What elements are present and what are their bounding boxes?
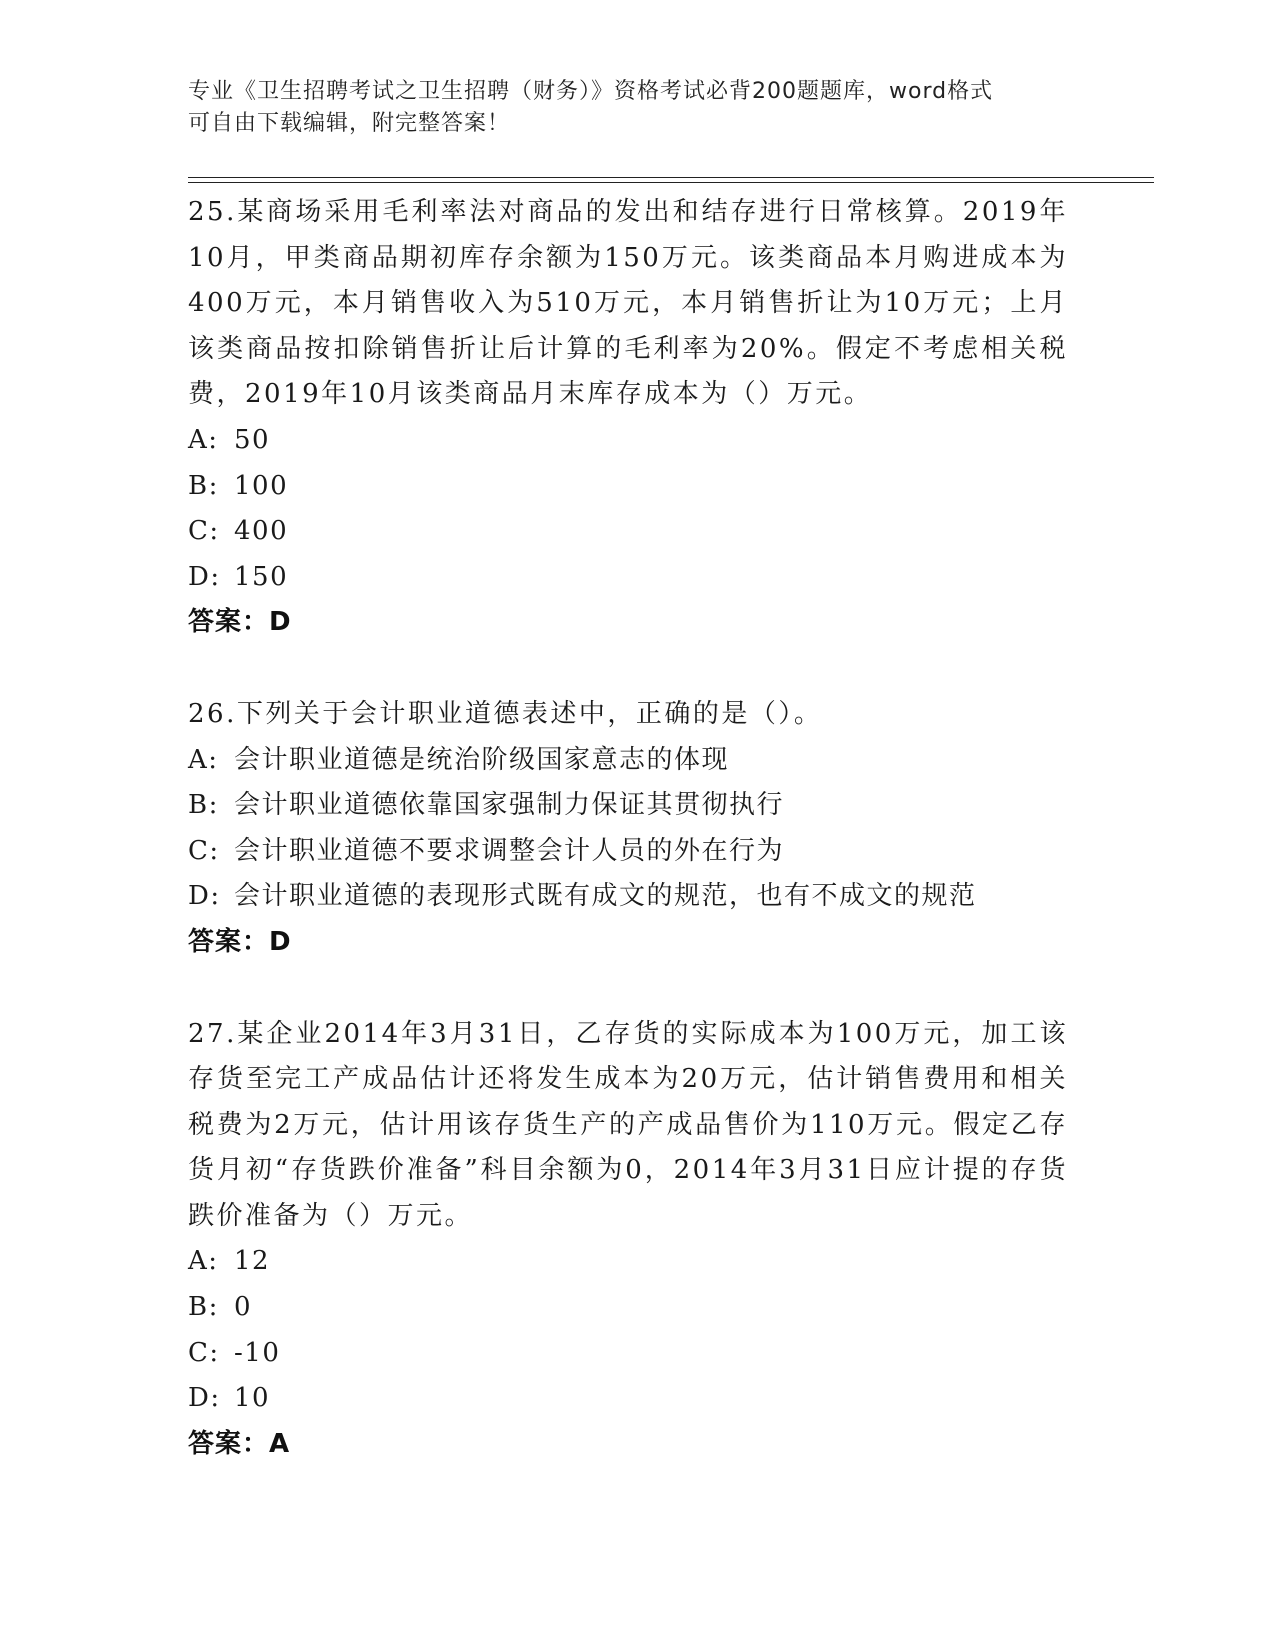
option-text: 会计职业道德依靠国家强制力保证其贯彻执行 <box>234 790 785 821</box>
option-a <box>188 1239 1068 1285</box>
option-c <box>188 1331 1068 1377</box>
question-stem: 27.某企业2014年3月31日，乙存货的实际成本为100万元，加工该存货至完工产成品估计还将发生成本为20万元，估计销售费用和相关税费为2万元，估计用该存货生产的产成品售价为110万元。假定乙存货月初“存货跌价准备”科目余额为0，2014年3月31日应计提的存货跌价准备为（）万元。 <box>188 1018 1068 1231</box>
header-divider-top <box>188 177 1154 178</box>
question-stem: 25.某商场采用毛利率法对商品的发出和结存进行日常核算。2019年10月，甲类商品期初库存余额为150万元。该类商品本月购进成本为400万元，本月销售收入为510万元，本月销售折让为10万元；上月该类商品按扣除销售折让后计算的毛利率为20%。假定不考虑相关税费，2019年10月该类商品月末库存成本为（）万元。 <box>188 197 1068 410</box>
option-b <box>188 1285 1068 1331</box>
option-letter: D: <box>188 881 221 912</box>
option-b <box>188 783 1068 829</box>
question-25 <box>188 190 1068 646</box>
question-stem: 26.下列关于会计职业道德表述中，正确的是（）。 <box>188 698 823 729</box>
option-a <box>188 418 1068 464</box>
option-letter: C: <box>188 835 220 866</box>
question-27 <box>188 1012 1068 1468</box>
document-header <box>188 76 1068 140</box>
option-letter: D: <box>188 561 221 592</box>
option-letter: A: <box>188 1246 219 1277</box>
answer-label: 答案：D <box>188 926 292 957</box>
option-text: 会计职业道德不要求调整会计人员的外在行为 <box>234 835 785 866</box>
option-a <box>188 738 1068 784</box>
answer-label: 答案：A <box>188 1428 291 1459</box>
option-d <box>188 555 1068 601</box>
question-list <box>188 190 1068 1513</box>
header-line-2: 可自由下载编辑，附完整答案！ <box>188 111 511 136</box>
option-text: 150 <box>234 561 289 592</box>
option-list <box>188 1239 1068 1421</box>
option-text: 会计职业道德的表现形式既有成文的规范，也有不成文的规范 <box>234 881 977 912</box>
option-list <box>188 418 1068 600</box>
option-text: -10 <box>234 1337 281 1368</box>
option-b <box>188 464 1068 510</box>
option-letter: B: <box>188 790 219 821</box>
option-d <box>188 874 1068 920</box>
option-letter: D: <box>188 1383 221 1414</box>
option-c <box>188 509 1068 555</box>
option-letter: A: <box>188 424 219 455</box>
header-divider-bottom <box>188 182 1154 183</box>
option-text: 0 <box>234 1292 253 1323</box>
option-text: 10 <box>234 1383 271 1414</box>
option-text: 会计职业道德是统治阶级国家意志的体现 <box>234 744 730 775</box>
option-letter: A: <box>188 744 219 775</box>
header-line-1: 专业《卫生招聘考试之卫生招聘（财务）》资格考试必背200题题库，word格式 <box>188 79 994 104</box>
answer-label: 答案：D <box>188 607 292 638</box>
option-text: 100 <box>234 470 289 501</box>
question-26 <box>188 692 1068 966</box>
option-c <box>188 829 1068 875</box>
option-d <box>188 1376 1068 1422</box>
option-text: 400 <box>234 516 289 547</box>
option-letter: C: <box>188 516 220 547</box>
option-letter: B: <box>188 470 219 501</box>
option-letter: B: <box>188 1292 219 1323</box>
option-text: 50 <box>234 424 271 455</box>
option-text: 12 <box>234 1246 271 1277</box>
option-letter: C: <box>188 1337 220 1368</box>
option-list <box>188 738 1068 920</box>
